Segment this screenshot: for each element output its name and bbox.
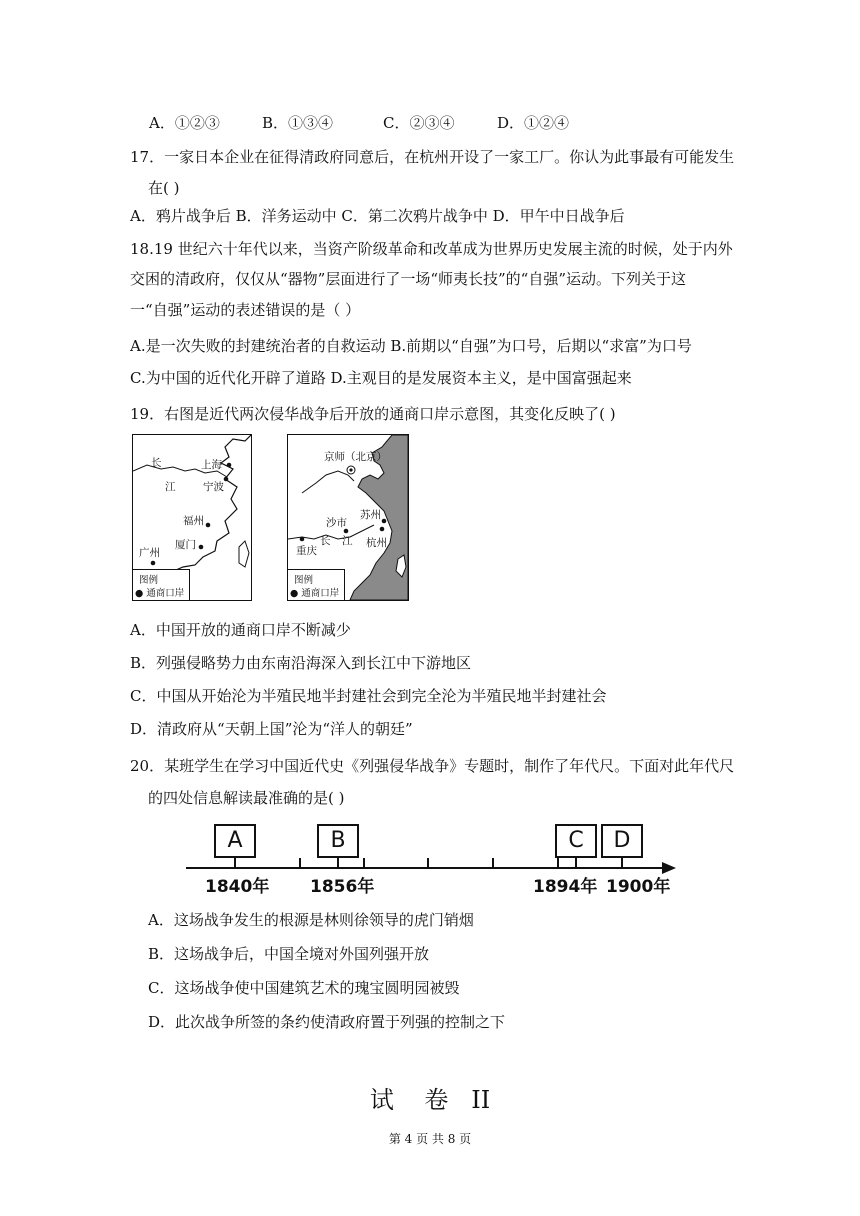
q18-stem-line1: 18.19 世纪六十年代以来，当资产阶级革命和改革成为世界历史发展主流的时候，处于内外 <box>130 240 733 258</box>
map2-label-hangzhou: 杭州 <box>366 537 387 549</box>
q19-option-a: A．中国开放的通商口岸不断减少 <box>130 621 351 639</box>
q20-stem-line1: 20．某班学生在学习中国近代史《列强侵华战争》专题时，制作了年代尺。下面对此年代尺 <box>130 757 735 775</box>
q19-stem: 19．右图是近代两次侵华战争后开放的通商口岸示意图，其变化反映了( ) <box>130 405 616 423</box>
map1-label-guangzhou: 广州 <box>139 547 160 559</box>
map2-label-shashi: 沙市 <box>326 517 347 529</box>
map2-legend-title: 图例 <box>294 575 314 586</box>
q18-stem-line2: 交困的清政府，仅仅从“器物”层面进行了一场“师夷长技”的“自强”运动。下列关于这 <box>130 270 687 288</box>
q16-option-b: B．①③④ <box>262 114 334 132</box>
map2-label-4: 江 <box>342 535 353 547</box>
q16-option-c: C．②③④ <box>383 114 455 132</box>
q18-options-line2: C.为中国的近代化开辟了道路 D.主观目的是发展资本主义，是中国富强起来 <box>130 369 632 387</box>
map1-label-shanghai: 上海 <box>201 459 222 471</box>
q19-option-b: B．列强侵略势力由东南沿海深入到长江中下游地区 <box>130 654 472 672</box>
map2-label-suzhou: 苏州 <box>360 509 381 521</box>
q16-option-d: D．①②④ <box>497 114 570 132</box>
map2-label-3: 长 <box>320 535 331 547</box>
q20-option-a: A．这场战争发生的根源是林则徐领导的虎门销烟 <box>148 911 474 929</box>
timeline-box-c: C <box>555 824 597 858</box>
map2-label-beijing: 京师（北京） <box>324 451 387 463</box>
timeline-box-b: B <box>317 824 359 858</box>
timeline-year-1894: 1894年 <box>533 877 598 897</box>
q17-stem-line2: 在( ) <box>148 179 180 197</box>
map1-label-1: 江 <box>165 481 176 493</box>
map1-label-0: 长 <box>151 457 162 469</box>
q19-option-d: D．清政府从“天朝上国”沦为“洋人的朝廷” <box>130 720 413 738</box>
q18-stem-line3: 一“自强”运动的表述错误的是（ ） <box>130 301 361 319</box>
map1-legend-key: ● 通商口岸 <box>135 588 185 599</box>
map1-label-xiamen: 厦门 <box>175 539 196 551</box>
map1-legend-title: 图例 <box>139 575 159 586</box>
timeline-box-d: D <box>601 824 643 858</box>
timeline-box-a: A <box>214 824 256 858</box>
q18-options-line1: A.是一次失败的封建统治者的自救运动 B.前期以“自强”为口号，后期以“求富”为口号 <box>130 337 692 355</box>
q17-options: A．鸦片战争后 B．洋务运动中 C．第二次鸦片战争中 D．甲午中日战争后 <box>130 207 625 225</box>
q17-stem-line1: 17．一家日本企业在征得清政府同意后，在杭州开设了一家工厂。你认为此事最有可能发生 <box>130 148 735 166</box>
map2-label-chongqing: 重庆 <box>296 545 317 557</box>
map2-legend-key: ● 通商口岸 <box>290 588 340 599</box>
q20-stem-line2: 的四处信息解读最准确的是( ) <box>148 789 345 807</box>
q16-option-a: A．①②③ <box>149 114 220 132</box>
page-footer: 第 4 页 共 8 页 <box>388 1132 472 1146</box>
map1-label-ningbo: 宁波 <box>203 481 224 493</box>
timeline-year-1900: 1900年 <box>606 877 671 897</box>
q20-option-c: C．这场战争使中国建筑艺术的瑰宝圆明园被毁 <box>148 979 460 997</box>
timeline-year-1840: 1840年 <box>205 877 270 897</box>
map1-label-fuzhou: 福州 <box>183 515 204 527</box>
q19-option-c: C．中国从开始沦为半殖民地半封建社会到完全沦为半殖民地半封建社会 <box>130 687 607 705</box>
q20-option-d: D．此次战争所签的条约使清政府置于列强的控制之下 <box>148 1013 506 1031</box>
timeline-year-1856: 1856年 <box>310 877 375 897</box>
section-title: 试 卷 II <box>369 1086 491 1114</box>
q20-option-b: B．这场战争后，中国全境对外国列强开放 <box>148 945 430 963</box>
